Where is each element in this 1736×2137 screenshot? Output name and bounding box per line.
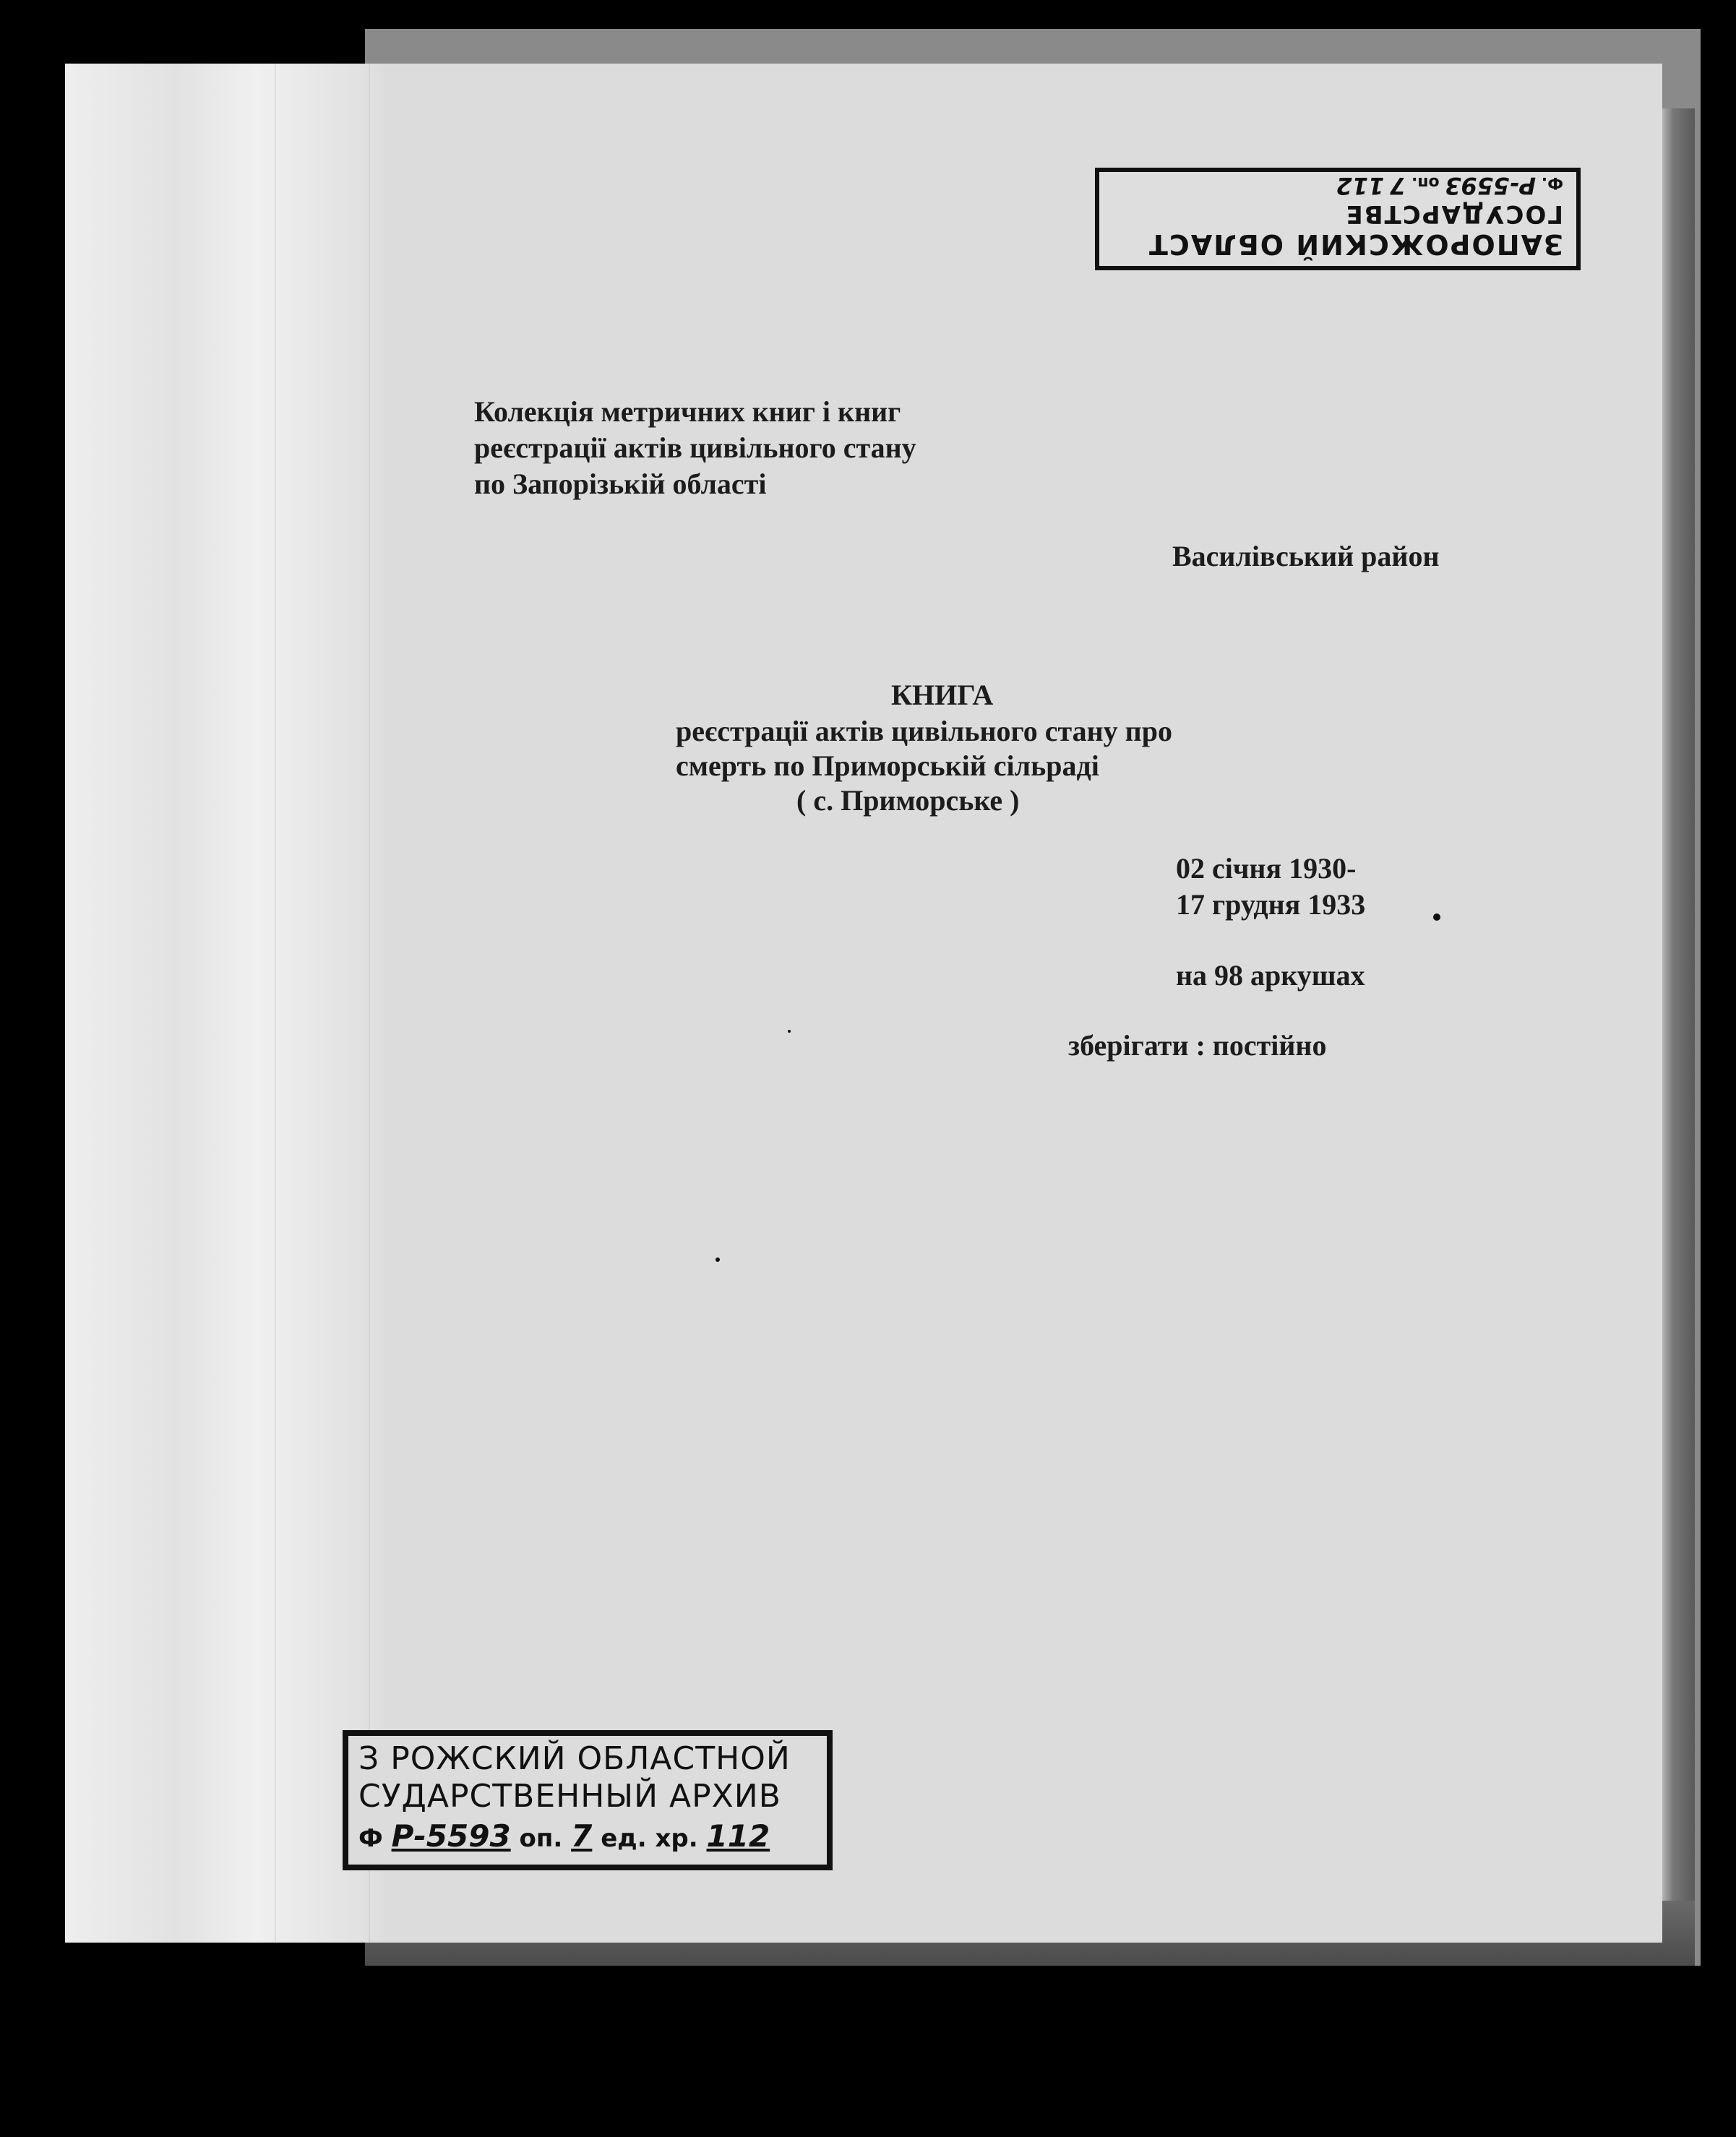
stamp-bottom-op-label: оп. — [519, 1824, 563, 1853]
stamp-bottom-item-label: ед. хр. — [601, 1824, 698, 1853]
stamp-bottom-fond: Р-5593 — [391, 1818, 511, 1854]
stamp-bottom-line2: СУДАРСТВЕННЫЙ АРХИВ — [358, 1778, 781, 1815]
stamp-top-fond: Р-5593 — [1445, 172, 1537, 199]
stamp-top-line2: ГОСУДАРСТВЕ — [1344, 199, 1563, 228]
stamp-bottom-line3 — [358, 1818, 770, 1854]
fold-crease — [275, 64, 276, 1943]
stamp-top-op: 7 — [1390, 172, 1406, 199]
stamp-top-fond-label: Ф. — [1541, 173, 1563, 192]
ink-dot — [788, 1030, 791, 1033]
collection-title-line2: реєстрації актів цивільного стану — [474, 431, 916, 464]
stamp-top-item: 112 — [1336, 172, 1385, 199]
book-subtitle-line1: реєстрації актів цивільного стану про — [676, 715, 1172, 747]
book-subtitle-line2: смерть по Приморській сільраді — [676, 749, 1099, 782]
stamp-bottom-op: 7 — [571, 1818, 593, 1854]
sheet-fold-strip — [65, 64, 383, 1943]
archive-stamp-bottom — [343, 1730, 833, 1870]
district-label: Василівський район — [1172, 540, 1440, 572]
date-end: 17 грудня 1933 — [1176, 888, 1366, 921]
stamp-bottom-fond-label: Ф — [358, 1824, 383, 1853]
fold-crease — [369, 64, 370, 1943]
stamp-top-line1: ЗАПОРОЖСКИЙ ОБЛАСТ — [1147, 228, 1563, 260]
stamp-top-line3 — [1336, 172, 1563, 199]
sheet-count: на 98 аркушах — [1176, 959, 1365, 992]
collection-title-line1: Колекція метричних книг і книг — [474, 395, 901, 428]
retention-label: зберігати : постійно — [1068, 1029, 1327, 1062]
date-start: 02 січня 1930- — [1176, 852, 1357, 885]
book-subtitle-line3: ( с. Приморське ) — [796, 784, 1020, 817]
collection-title-line3: по Запорізькій області — [474, 468, 767, 500]
book-title: КНИГА — [891, 679, 994, 711]
archive-stamp-top — [1095, 168, 1581, 270]
folder-right-edge — [1659, 108, 1695, 1944]
stamp-bottom-item: 112 — [706, 1818, 770, 1854]
ink-dot — [716, 1257, 720, 1262]
ink-dot — [1433, 913, 1440, 921]
stamp-bottom-line1: З РОЖСКИЙ ОБЛАСТНОЙ — [358, 1740, 791, 1777]
stamp-top-op-label: оп. — [1411, 173, 1440, 192]
